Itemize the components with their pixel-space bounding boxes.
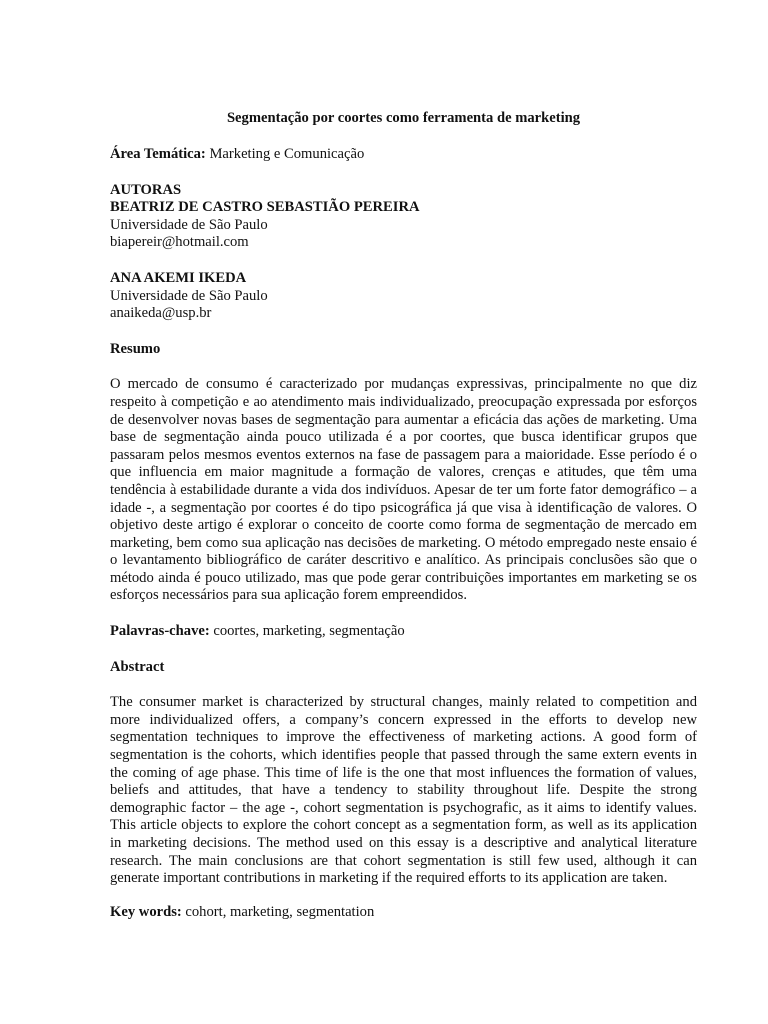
author-name: ANA AKEMI IKEDA (110, 269, 247, 286)
keywords-en (110, 904, 697, 922)
keywords-pt-label: Palavras-chave: (110, 623, 210, 640)
authors-heading: AUTORAS (110, 181, 182, 198)
keywords-pt (110, 623, 697, 641)
author-block-2 (110, 270, 697, 323)
thematic-area-label: Área Temática: (110, 146, 206, 162)
abstract-text: The consumer market is characterized by structural changes, mainly related to competition and more individualized offers, a company’s concern expressed in the efforts to develop new segmentation techniques to improve the effectiveness of marketing actions. A good form of segmentation is the cohorts, which identifies people that passed through the same extern events in the coming of age phase. This time of life is the one that most influences the formation of values, beliefs and attitudes, that have a tendency to stability throughout life. Despite the strong demographic factor – the age -, cohort segmentation is psychografic, as it aims to identify values. This article objects to explore the cohort concept as a segmentation form, as well as its application in marketing decisions. The method used on this essay is a descriptive and analytical literature research. The main conclusions are that cohort segmentation is still few used, although it can generate important contributions in marketing if the required efforts to its application are taken. (110, 694, 697, 887)
keywords-en-value: cohort, marketing, segmentation (185, 903, 375, 920)
keywords-en-label: Key words: (110, 903, 182, 920)
resumo-text: O mercado de consumo é caracterizado por mudanças expressivas, principalmente no que diz respeito à competição e ao atendimento mais individualizado, preocupação expressada por esforços de desenvolver novas bases de segmentação para aumentar a eficácia das ações de marketing. Uma base de segmentação ainda pouco utilizada é a por coortes, que busca identificar grupos que passaram pelos mesmos eventos externos na fase de passagem para a maioridade. Esse período é o que influencia em maior magnitude a formação de valores, crenças e atitudes, que têm uma tendência à estabilidade durante a vida dos indivíduos. Apesar de ter um forte fator demográfico – a idade -, a segmentação por coortes é do tipo psicográfica já que visa à identificação de valores. O objetivo deste artigo é explorar o conceito de coorte como forma de segmentação de mercado em marketing, bem como sua aplicação nas decisões de marketing. O método empregado neste ensaio é o levantamento bibliográfico de caráter descritivo e analítico. As principais conclusões são que o método ainda é pouco utilizado, mas que pode gerar contribuições importantes em marketing se os esforços necessários para sua aplicação forem empreendidos. (110, 376, 697, 604)
author-institution: Universidade de São Paulo (110, 216, 268, 233)
author-email: anaikeda@usp.br (110, 305, 212, 322)
thematic-area-value: Marketing e Comunicação (209, 146, 365, 162)
author-institution: Universidade de São Paulo (110, 287, 268, 304)
document-page (110, 110, 697, 921)
abstract-heading: Abstract (110, 658, 165, 675)
author-name: BEATRIZ DE CASTRO SEBASTIÃO PEREIRA (110, 199, 420, 216)
document-title: Segmentação por coortes como ferramenta de marketing (226, 110, 581, 126)
thematic-area (110, 146, 697, 164)
resumo-heading: Resumo (110, 340, 161, 357)
authors-block (110, 182, 697, 252)
keywords-pt-value: coortes, marketing, segmentação (213, 623, 405, 640)
author-email: biapereir@hotmail.com (110, 234, 249, 251)
